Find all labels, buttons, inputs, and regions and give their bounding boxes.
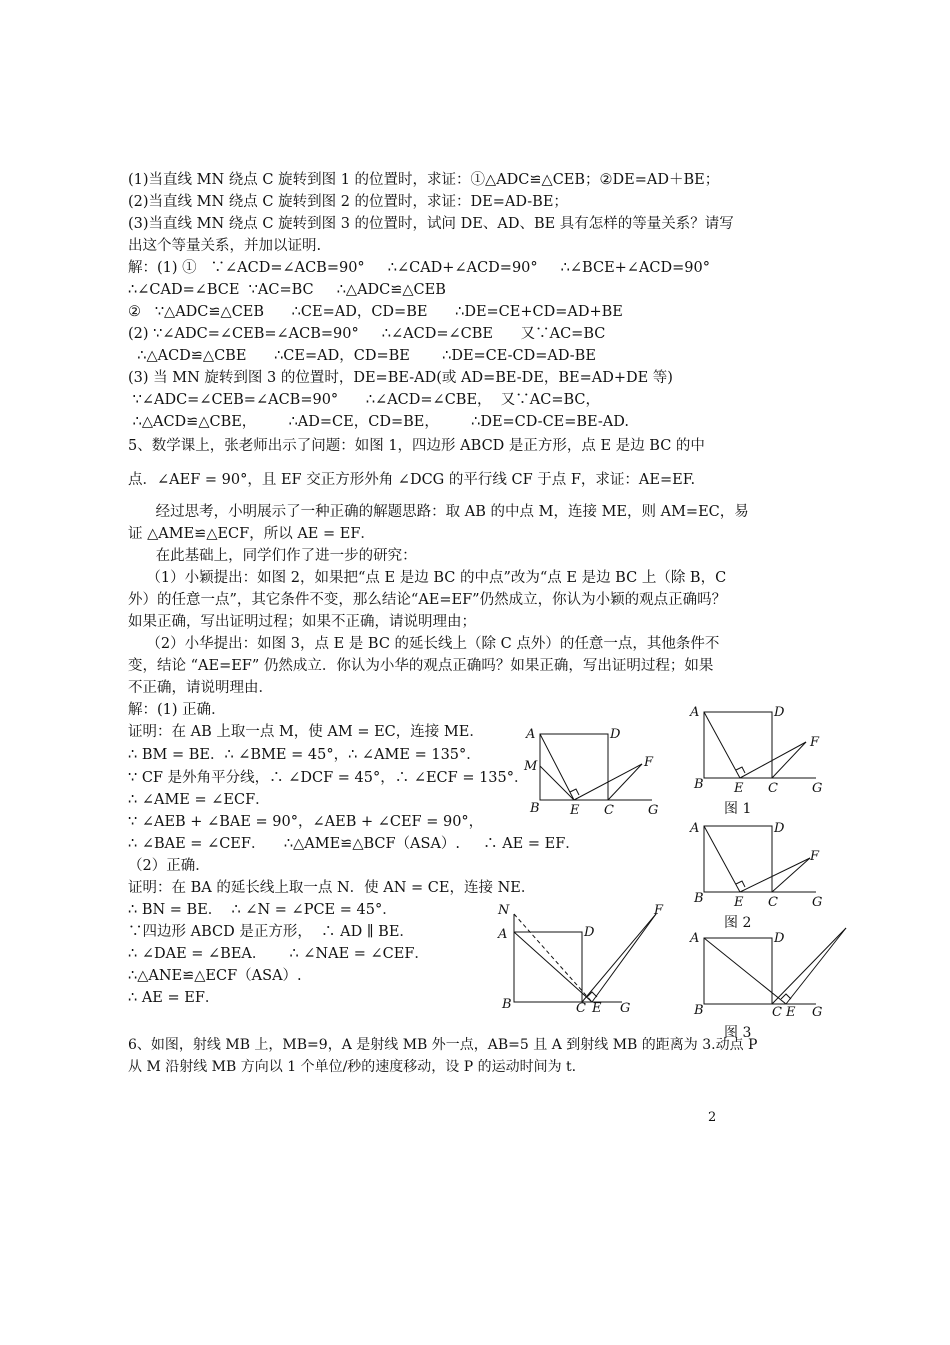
label-e: E <box>786 1005 796 1020</box>
text-line: 不正确，请说明理由． <box>128 680 273 696</box>
label-a: A <box>526 727 536 742</box>
text-line: ∴ ∠DAE = ∠BEA． ∴ ∠NAE = ∠CEF． <box>128 946 429 962</box>
label-a: A <box>498 927 508 942</box>
text-line: ∴△ACD≌△CBE ∴CE=AD，CD=BE ∴DE=CE-CD=AD-BE <box>128 348 596 364</box>
text-line: （1）小颖提出：如图 2，如果把“点 E 是边 BC 的中点”改为“点 E 是边 BC 上（除 B，C <box>128 570 727 586</box>
label-g: G <box>620 1001 631 1016</box>
text-line: 证 △AME≌△ECF，所以 AE = EF． <box>128 526 375 542</box>
label-f: F <box>810 735 820 750</box>
text-line: 5、数学课上，张老师出示了问题：如图 1，四边形 ABCD 是正方形，点 E 是边 BC 的中 <box>128 438 705 454</box>
text-line: ② ∵△ADC≌△CEB ∴CE=AD，CD=BE ∴DE=CE+CD=AD+BE <box>128 304 623 320</box>
label-c: C <box>768 781 778 796</box>
label-d: D <box>610 727 621 742</box>
label-d: D <box>584 925 595 940</box>
label-a: A <box>690 931 700 946</box>
text-line: 从 M 沿射线 MB 方向以 1 个单位/秒的速度移动，设 P 的运动时间为 t. <box>128 1059 577 1075</box>
figure-1 <box>686 700 826 800</box>
label-g: G <box>812 895 823 910</box>
figure-2-caption: 图 2 <box>724 915 752 931</box>
text-line: ∵四边形 ABCD 是正方形， ∴ AD ∥ BE． <box>128 924 414 940</box>
label-f: F <box>644 755 654 770</box>
label-f: F <box>810 849 820 864</box>
text-line: ∴ ∠BAE = ∠CEF． ∴△AME≌△BCF（ASA）. ∴ AE = EF． <box>128 836 580 852</box>
label-m: M <box>524 759 538 774</box>
text-line: 证明：在 AB 上取一点 M，使 AM = EC，连接 ME． <box>128 724 484 740</box>
label-b: B <box>530 801 540 816</box>
label-e: E <box>734 781 744 796</box>
text-line: 变，结论 “AE=EF” 仍然成立．你认为小华的观点正确吗？如果正确，写出证明过程；如果 <box>128 658 714 674</box>
label-g: G <box>812 1005 823 1020</box>
text-line: ∴ AE = EF． <box>128 990 220 1006</box>
label-e: E <box>592 1001 602 1016</box>
text-line: 在此基础上，同学们作了进一步的研究： <box>128 548 417 564</box>
label-b: B <box>694 777 704 792</box>
figure-3 <box>686 922 848 1022</box>
text-line: ∴ BN = BE． ∴ ∠N = ∠PCE = 45°． <box>128 902 397 918</box>
text-line: ∴ ∠AME = ∠ECF． <box>128 792 270 808</box>
label-d: D <box>774 821 785 836</box>
label-f: F <box>654 903 664 918</box>
text-line: (2) ∵∠ADC=∠CEB=∠ACB=90° ∴∠ACD=∠CBE 又∵AC=BC <box>128 326 606 342</box>
label-g: G <box>648 803 659 818</box>
label-e: E <box>734 895 744 910</box>
label-b: B <box>694 891 704 906</box>
figure-2 <box>686 814 826 914</box>
label-b: B <box>502 997 512 1012</box>
text-line: 经过思考，小明展示了一种正确的解题思路：取 AB 的中点 M，连接 ME，则 AM=EC，易 <box>128 504 749 520</box>
label-b: B <box>694 1003 704 1018</box>
page-number: 2 <box>708 1110 717 1125</box>
text-line: ∴△ACD≌△CBE， ∴AD=CE，CD=BE， ∴DE=CD-CE=BE-AD. <box>128 414 630 430</box>
text-line: 6、如图，射线 MB 上，MB=9，A 是射线 MB 外一点，AB=5 且 A 到射线 MB 的距离为 3.动点 P <box>128 1037 758 1053</box>
text-line: ∴ BM = BE．∴ ∠BME = 45°，∴ ∠AME = 135°． <box>128 747 481 763</box>
label-d: D <box>774 705 785 720</box>
text-line: 如果正确，写出证明过程；如果不正确，请说明理由； <box>128 614 476 630</box>
label-n: N <box>498 903 510 918</box>
text-line: 解：(1) ① ∵∠ACD=∠ACB=90° ∴∠CAD+∠ACD=90° ∴∠BCE+∠ACD=90° <box>128 260 711 276</box>
text-line: 点．∠AEF = 90°，且 EF 交正方形外角 ∠DCG 的平行线 CF 于点 F，求证：AE=EF. <box>128 472 696 488</box>
label-g: G <box>812 781 823 796</box>
text-line: (1)当直线 MN 绕点 C 旋转到图 1 的位置时，求证：①△ADC≌△CEB；②DE=AD＋BE； <box>128 172 720 188</box>
text-line: ∵ CF 是外角平分线，∴ ∠DCF = 45°，∴ ∠ECF = 135°． <box>128 770 529 786</box>
text-line: （2）正确． <box>128 858 210 874</box>
label-c: C <box>576 1001 586 1016</box>
left-figure-2 <box>494 902 674 1020</box>
left-figure-1 <box>518 722 668 822</box>
text-line: ∵∠ADC=∠CEB=∠ACB=90° ∴∠ACD=∠CBE， 又∵AC=BC， <box>128 392 600 408</box>
label-c: C <box>772 1005 782 1020</box>
text-line: （2）小华提出：如图 3，点 E 是 BC 的延长线上（除 C 点外）的任意一点，其他条件不 <box>128 636 720 652</box>
label-c: C <box>604 803 614 818</box>
text-line: 出这个等量关系，并加以证明. <box>128 238 322 254</box>
text-line: (3) 当 MN 旋转到图 3 的位置时，DE=BE-AD(或 AD=BE-DE，BE=AD+DE 等) <box>128 370 673 386</box>
text-line: 解：(1) 正确． <box>128 702 226 718</box>
text-line: ∴∠CAD=∠BCE ∵AC=BC ∴△ADC≌△CEB <box>128 282 446 298</box>
label-d: D <box>774 931 785 946</box>
label-a: A <box>690 705 700 720</box>
text-line: ∵ ∠AEB + ∠BAE = 90°，∠AEB + ∠CEF = 90°， <box>128 814 484 830</box>
text-line: (3)当直线 MN 绕点 C 旋转到图 3 的位置时，试问 DE、AD、BE 具有怎样的等量关系？请写 <box>128 216 734 232</box>
text-line: (2)当直线 MN 绕点 C 旋转到图 2 的位置时，求证：DE=AD-BE； <box>128 194 568 210</box>
figure-3-caption: 图 3 <box>724 1025 752 1041</box>
text-line: 证明：在 BA 的延长线上取一点 N．使 AN = CE，连接 NE． <box>128 880 536 896</box>
text-line: ∴△ANE≌△ECF（ASA）. <box>128 968 302 984</box>
label-a: A <box>690 821 700 836</box>
label-e: E <box>570 803 580 818</box>
label-c: C <box>768 895 778 910</box>
figure-1-caption: 图 1 <box>724 801 752 817</box>
text-line: 外）的任意一点”，其它条件不变，那么结论“AE=EF”仍然成立，你认为小颖的观点正确吗？ <box>128 592 727 608</box>
